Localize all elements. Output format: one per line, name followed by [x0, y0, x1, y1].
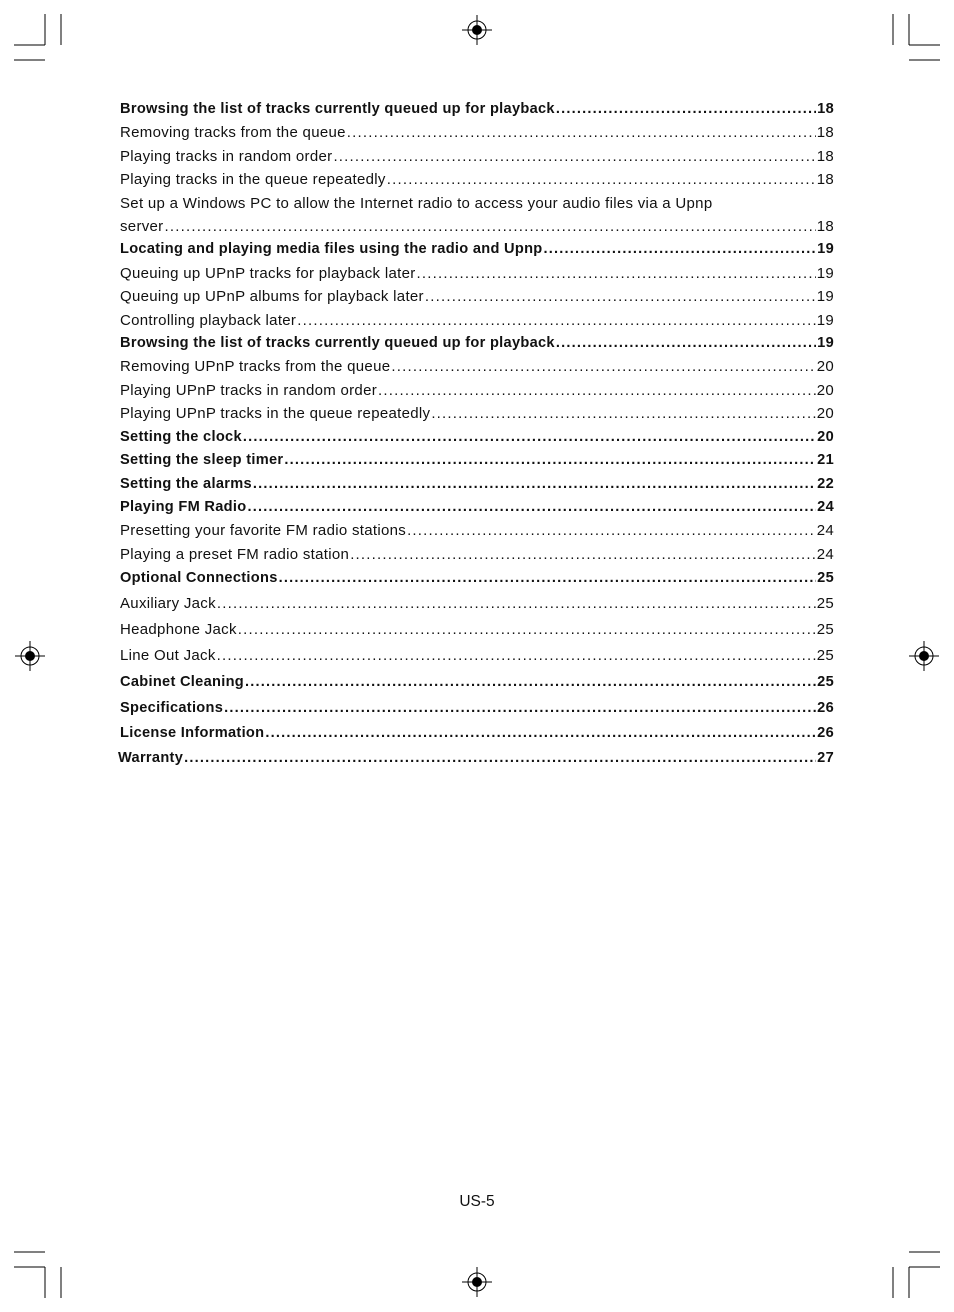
- toc-entry: [120, 473, 834, 496]
- toc-entry: [120, 121, 834, 144]
- toc-entry: [120, 617, 834, 643]
- toc-entry: [120, 669, 834, 695]
- toc-entry: [120, 449, 834, 472]
- toc-entry: [118, 746, 834, 770]
- toc-entry-page: 24: [816, 545, 834, 563]
- dot-leader: [217, 643, 816, 669]
- dot-leader: [350, 543, 816, 566]
- toc-entry: [120, 238, 834, 261]
- toc-entry: [120, 695, 834, 721]
- toc-entry-page: 18: [817, 101, 834, 117]
- toc-entry-title: Specifications: [120, 699, 224, 716]
- toc-entry-title: Playing UPnP tracks in the queue repeatedly: [120, 405, 431, 423]
- toc-entry-title: Queuing up UPnP tracks for playback later: [120, 264, 416, 282]
- toc-entry: [120, 519, 834, 542]
- dot-leader: [238, 617, 816, 643]
- dot-leader: [184, 746, 816, 770]
- toc-entry-title: Locating and playing media files using the radio and Upnp: [120, 241, 543, 258]
- dot-leader: [556, 98, 816, 121]
- registration-mark-right: [909, 641, 939, 671]
- dot-leader: [253, 473, 816, 496]
- toc-entry-title: Playing tracks in random order: [120, 147, 333, 165]
- toc-entry-page: 20: [817, 428, 834, 445]
- toc-entry-page: 20: [816, 381, 834, 399]
- toc-entry: [120, 426, 834, 449]
- toc-entry-title: Setting the clock: [120, 428, 242, 445]
- toc-entry-title: Auxiliary Jack: [120, 594, 216, 612]
- dot-leader: [247, 496, 816, 519]
- dot-leader: [347, 121, 816, 144]
- toc-entry-page: 18: [816, 147, 834, 165]
- toc-entry-page: 27: [817, 749, 834, 766]
- toc-entry-title: Playing UPnP tracks in random order: [120, 381, 378, 399]
- toc-entry-page: 19: [816, 264, 834, 282]
- dot-leader: [265, 721, 816, 746]
- toc-entry-page: 18: [816, 171, 834, 189]
- toc-entry-title: Headphone Jack: [120, 620, 237, 638]
- toc-entry-page: 25: [816, 594, 834, 612]
- toc-entry: [120, 567, 834, 590]
- table-of-contents: [120, 98, 834, 770]
- toc-entry-title: Cabinet Cleaning: [120, 673, 244, 690]
- toc-entry-title: Line Out Jack: [120, 646, 216, 664]
- toc-entry-page: 19: [816, 311, 834, 329]
- toc-entry: [120, 262, 834, 285]
- dot-leader: [164, 215, 815, 238]
- toc-entry-page: 20: [816, 405, 834, 423]
- toc-entry: [120, 309, 834, 332]
- dot-leader: [243, 426, 816, 449]
- toc-entry: [120, 215, 834, 238]
- registration-mark-top: [462, 15, 492, 45]
- toc-entry-page: 26: [817, 724, 834, 741]
- toc-entry: [120, 168, 834, 191]
- toc-entry: [120, 332, 834, 355]
- toc-entry-title-line1: Set up a Windows PC to allow the Internet radio to access your audio files via a Upnp: [120, 194, 713, 212]
- toc-entry-page: 24: [817, 498, 834, 515]
- dot-leader: [391, 355, 815, 378]
- toc-entry-title: Playing tracks in the queue repeatedly: [120, 171, 386, 189]
- toc-entry: [120, 145, 834, 168]
- toc-entry-title: Setting the alarms: [120, 475, 252, 492]
- dot-leader: [333, 145, 815, 168]
- registration-mark-left: [15, 641, 45, 671]
- dot-leader: [217, 591, 816, 617]
- toc-entry: [120, 98, 834, 121]
- dot-leader: [556, 332, 816, 355]
- toc-entry-title: Warranty: [118, 749, 184, 766]
- toc-entry-page: 25: [816, 620, 834, 638]
- toc-entry-page: 18: [816, 218, 834, 236]
- dot-leader: [297, 309, 815, 332]
- toc-entry-title: server: [120, 218, 164, 236]
- toc-entry-page: 25: [817, 570, 834, 587]
- dot-leader: [387, 168, 816, 191]
- toc-entry: [120, 285, 834, 308]
- dot-leader: [425, 285, 816, 308]
- toc-entry-page: 20: [816, 358, 834, 376]
- toc-entry-title: Browsing the list of tracks currently queued up for playback: [120, 101, 555, 117]
- toc-entry-page: 19: [817, 335, 834, 352]
- toc-entry: [120, 402, 834, 425]
- toc-entry: [120, 496, 834, 519]
- toc-entry-title: Setting the sleep timer: [120, 452, 284, 469]
- toc-entry: [120, 355, 834, 378]
- dot-leader: [417, 262, 816, 285]
- toc-entry: [120, 379, 834, 402]
- page-number: US-5: [459, 1193, 495, 1210]
- toc-entry-page: 24: [816, 522, 834, 540]
- dot-leader: [224, 695, 816, 721]
- toc-entry-page: 26: [817, 699, 834, 716]
- dot-leader: [431, 402, 815, 425]
- toc-entry-page: 19: [816, 288, 834, 306]
- dot-leader: [279, 567, 817, 590]
- toc-entry-title: Removing UPnP tracks from the queue: [120, 358, 391, 376]
- toc-entry: [120, 543, 834, 566]
- toc-entry-title: Optional Connections: [120, 570, 278, 587]
- toc-entry: [120, 721, 834, 746]
- toc-entry-title: Playing FM Radio: [120, 498, 247, 515]
- toc-entry-page: 25: [816, 646, 834, 664]
- toc-entry: [120, 643, 834, 669]
- toc-entry-page: 25: [817, 673, 834, 690]
- registration-mark-bottom: [462, 1267, 492, 1297]
- dot-leader: [544, 238, 817, 261]
- toc-entry-title: Removing tracks from the queue: [120, 124, 346, 142]
- dot-leader: [378, 379, 816, 402]
- toc-entry-title: License Information: [120, 724, 265, 741]
- dot-leader: [284, 449, 816, 472]
- toc-entry-title: Browsing the list of tracks currently queued up for playback: [120, 335, 555, 352]
- toc-entry: [120, 591, 834, 617]
- toc-entry-page: 22: [817, 475, 834, 492]
- toc-entry-page: 19: [817, 241, 834, 258]
- dot-leader: [245, 669, 816, 695]
- toc-entry-title: Presetting your favorite FM radio stations: [120, 522, 407, 540]
- toc-entry-title: Queuing up UPnP albums for playback later: [120, 288, 424, 306]
- toc-entry-page: 21: [817, 452, 834, 469]
- toc-entry-title: Playing a preset FM radio station: [120, 545, 350, 563]
- toc-entry-title: Controlling playback later: [120, 311, 297, 329]
- dot-leader: [407, 519, 816, 542]
- toc-entry-page: 18: [816, 124, 834, 142]
